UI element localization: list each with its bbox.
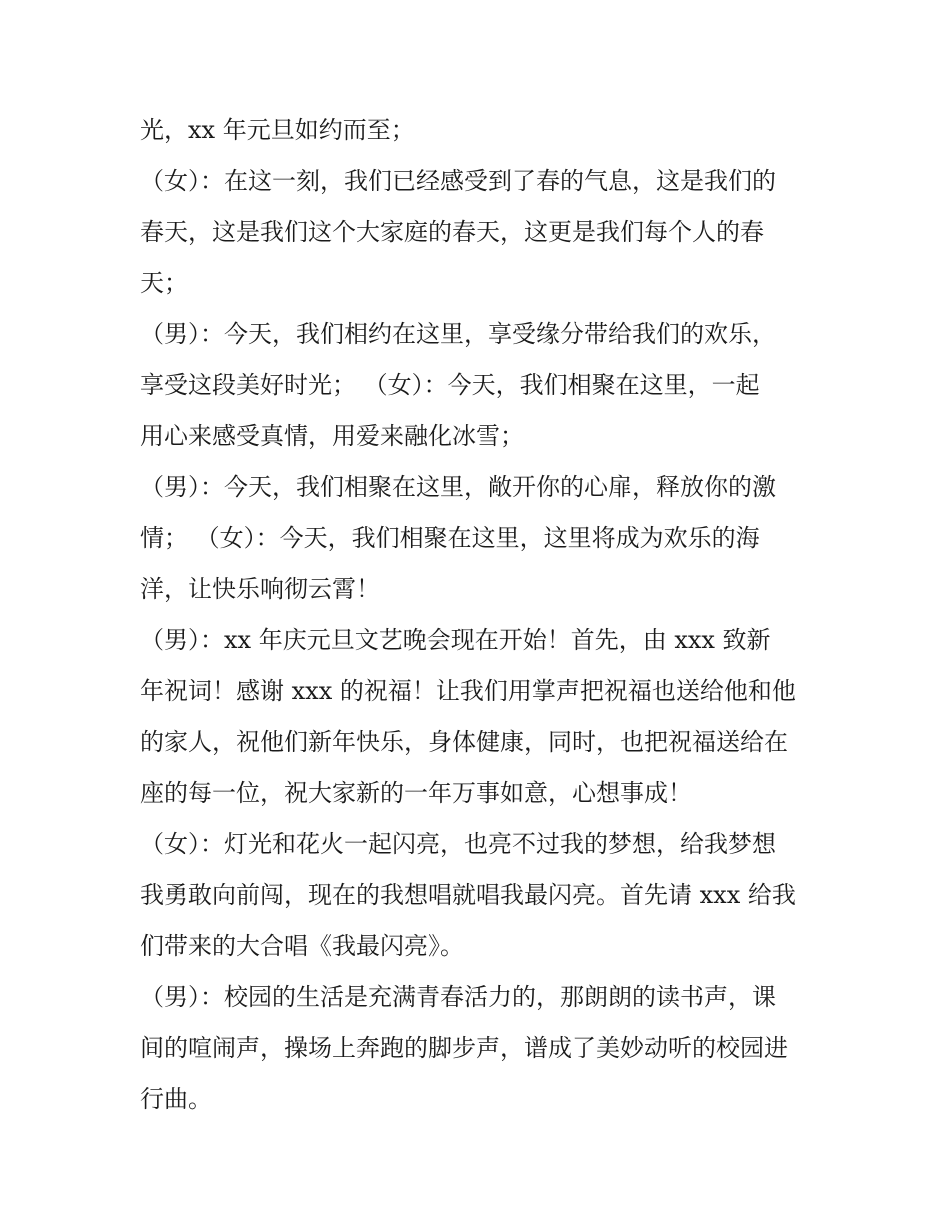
text-line: 享受这段美好时光； （女）：今天，我们相聚在这里，一起 — [140, 371, 760, 399]
text-line: 们带来的大合唱《我最闪亮》。 — [140, 932, 464, 960]
text-line: 情； （女）：今天，我们相聚在这里，这里将成为欢乐的海 — [140, 524, 760, 552]
text-line: 行曲。 — [140, 1085, 212, 1113]
text-line: 座的每一位，祝大家新的一年万事如意，心想事成！ — [140, 779, 692, 807]
text-line: 我勇敢向前闯，现在的我想唱就唱我最闪亮。首先请 xxx 给我 — [140, 881, 796, 909]
text-line: 用心来感受真情，用爱来融化冰雪； — [140, 422, 524, 450]
document-body — [140, 105, 820, 1125]
text-line: 天； — [140, 269, 188, 297]
text-line: （男）：校园的生活是充满青春活力的，那朗朗的读书声，课 — [140, 983, 776, 1011]
text-line: （男）：今天，我们相聚在这里，敞开你的心扉，释放你的激 — [140, 473, 776, 501]
text-line: 春天，这是我们这个大家庭的春天，这更是我们每个人的春 — [140, 218, 764, 246]
text-line: 间的喧闹声，操场上奔跑的脚步声，谱成了美妙动听的校园进 — [140, 1034, 788, 1062]
text-line: 的家人，祝他们新年快乐，身体健康，同时，也把祝福送给在 — [140, 728, 788, 756]
text-line: （男）：xx 年庆元旦文艺晚会现在开始！首先，由 xxx 致新 — [140, 626, 771, 654]
text-line: （女）：灯光和花火一起闪亮，也亮不过我的梦想，给我梦想 — [140, 830, 776, 858]
text-line: 光，xx 年元旦如约而至； — [140, 116, 415, 144]
text-line: 年祝词！感谢 xxx 的祝福！让我们用掌声把祝福也送给他和他 — [140, 677, 796, 705]
text-line: （女）：在这一刻，我们已经感受到了春的气息，这是我们的 — [140, 167, 776, 195]
text-line: 洋，让快乐响彻云霄！ — [140, 575, 380, 603]
text-line: （男）：今天，我们相约在这里，享受缘分带给我们的欢乐， — [140, 320, 776, 348]
